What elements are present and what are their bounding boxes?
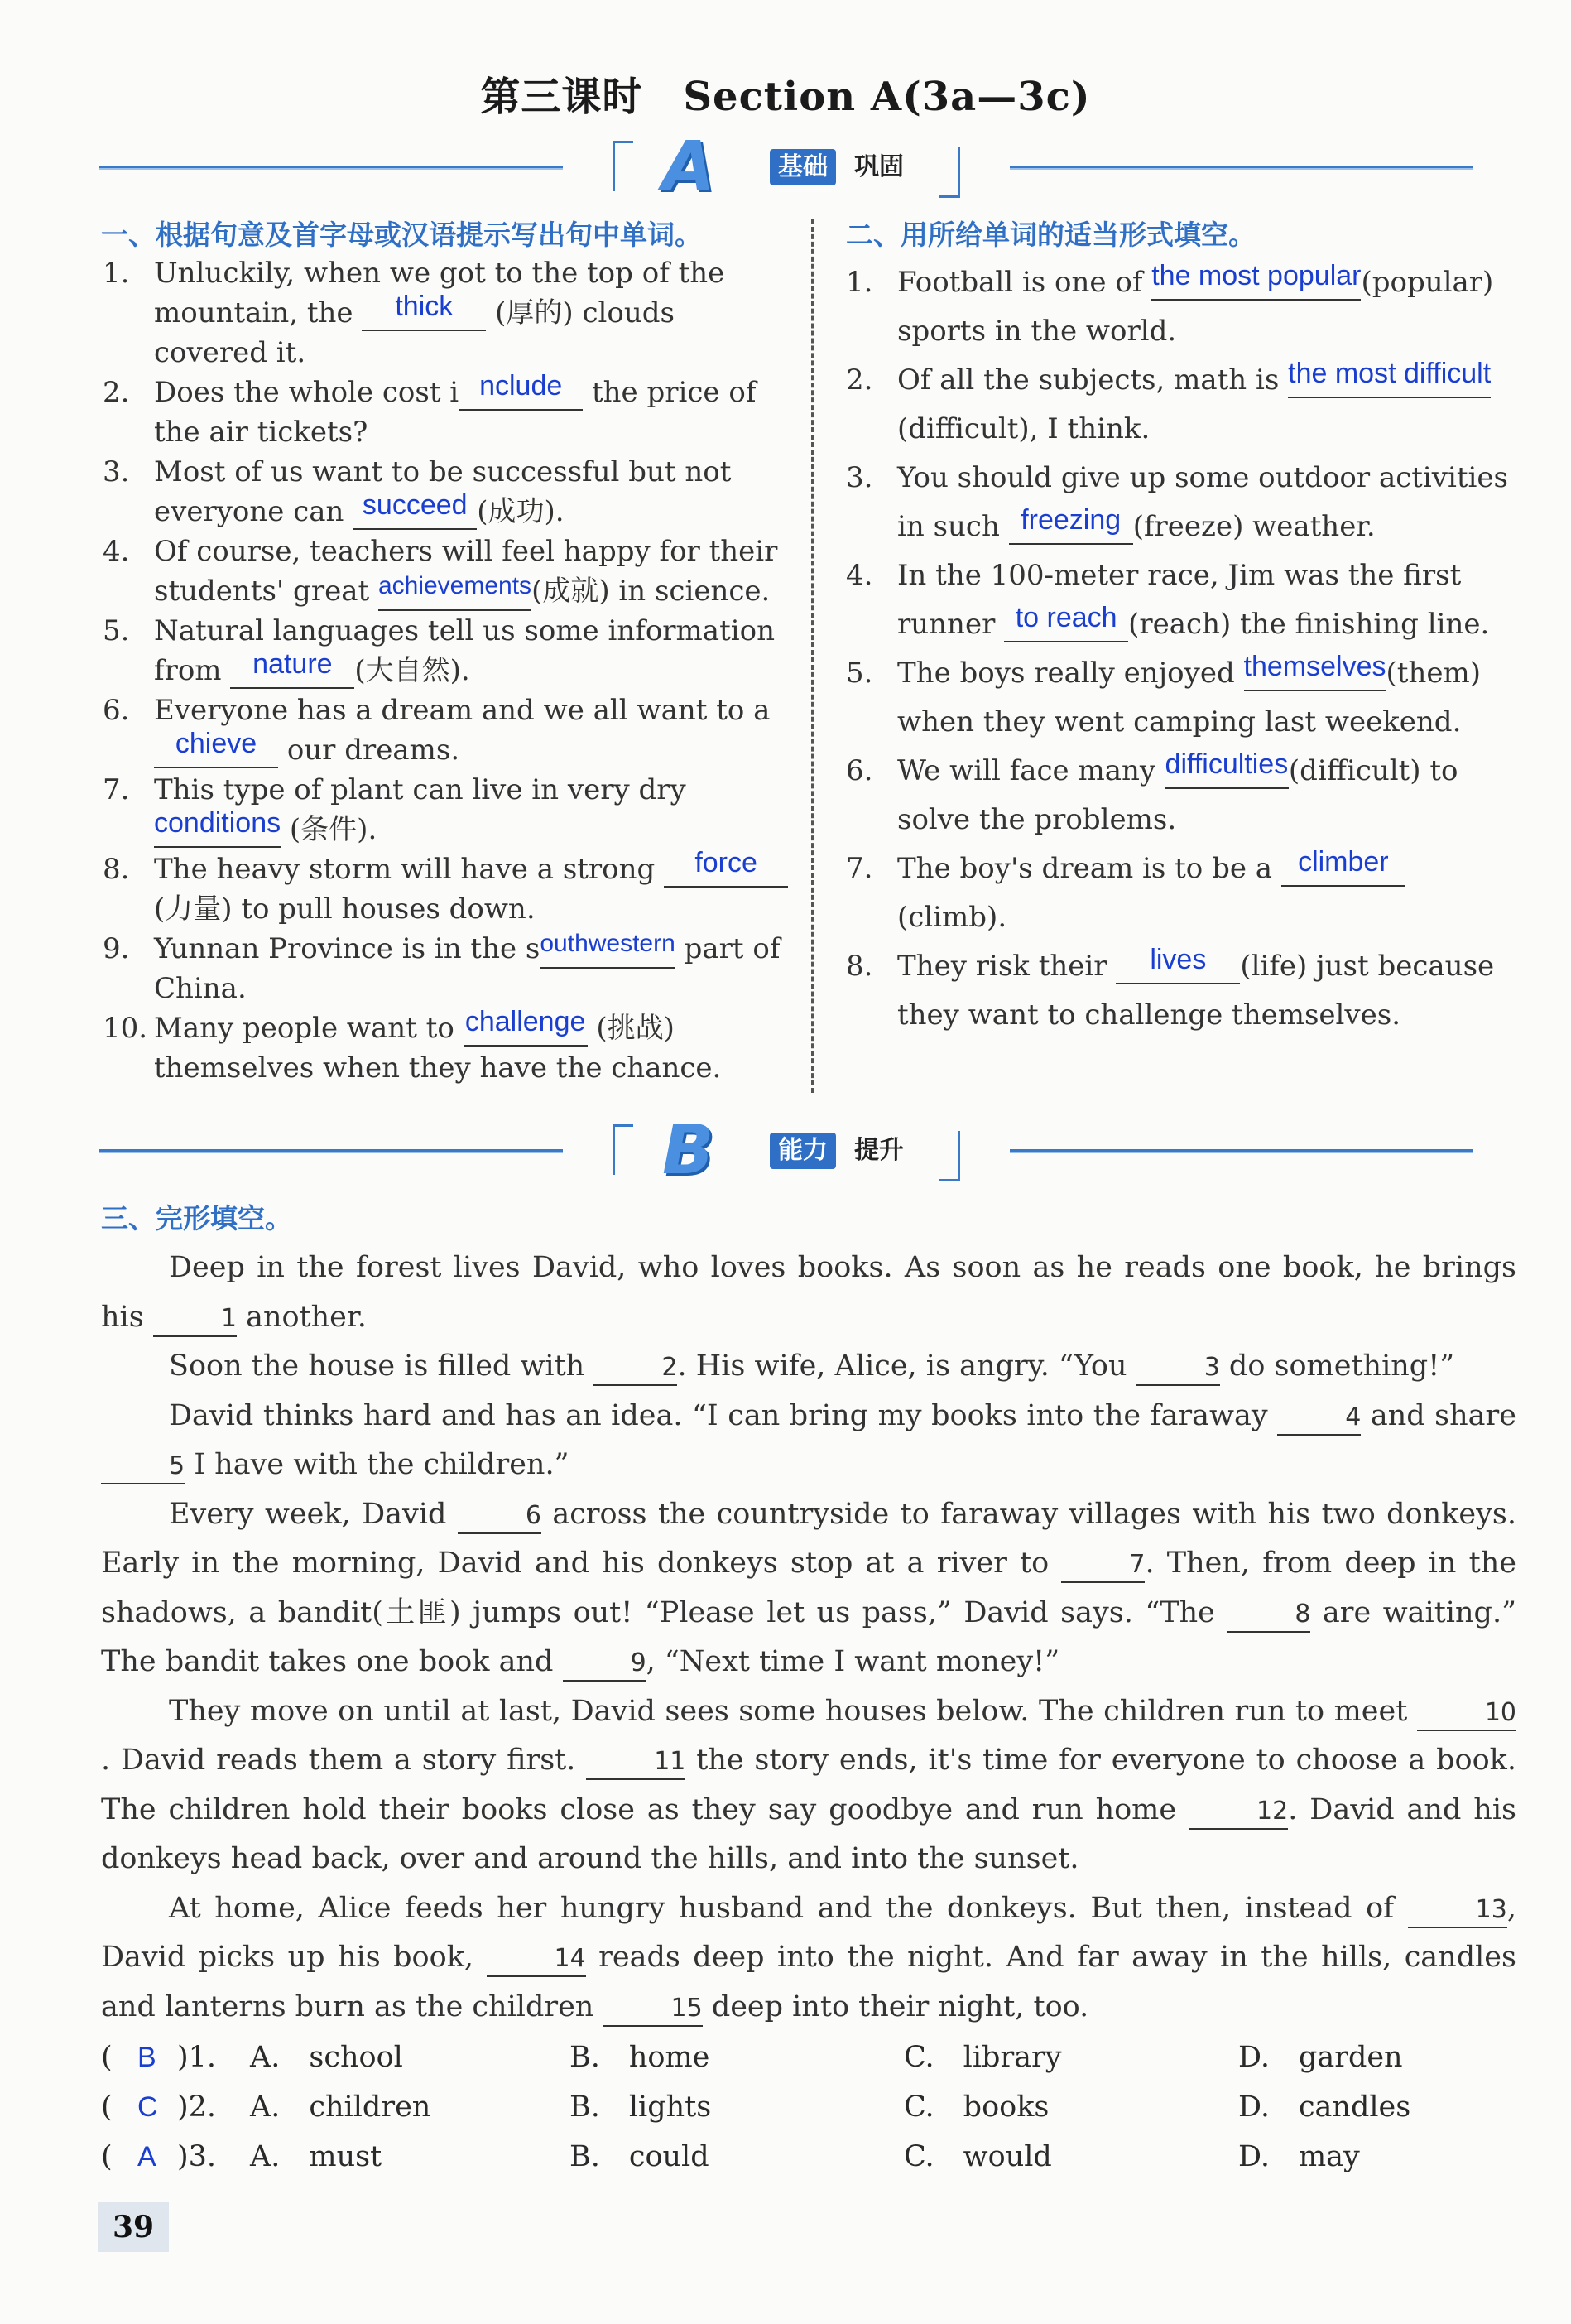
list-item: 3. You should give up some outdoor activities in such freezing (freeze) weather.: [846, 461, 1508, 543]
bracket-left-icon: [613, 141, 633, 191]
section1-list: [103, 253, 790, 1088]
banner-center: [613, 128, 960, 206]
list-item: 10. Many people want to challenge (挑战) themselves when they have the chance.: [103, 1006, 722, 1085]
choice-row: ( C )2. A. children B. lights C. books D. candles: [101, 2082, 1516, 2132]
answer-blank[interactable]: thick: [362, 296, 486, 331]
cloze-blank[interactable]: 1: [153, 1302, 237, 1337]
cloze-blank[interactable]: 6: [458, 1499, 541, 1534]
list-item: 1. Football is one of the most popular(popular) sports in the world.: [846, 260, 1494, 348]
option-a[interactable]: A. school: [250, 2041, 403, 2074]
cloze-blank[interactable]: 3: [1136, 1351, 1220, 1386]
bracket-right-icon: [939, 1131, 960, 1181]
cloze-blank[interactable]: 4: [1277, 1401, 1361, 1436]
cloze-blank[interactable]: 15: [603, 1992, 702, 2027]
answer-blank[interactable]: freezing: [1009, 510, 1133, 545]
answer-blank[interactable]: climber: [1281, 852, 1405, 887]
answer-blank[interactable]: outhwestern: [540, 932, 675, 969]
list-item: 6. We will face many difficulties(difficult) to solve the problems.: [846, 748, 1458, 836]
answer-blank[interactable]: to reach: [1004, 608, 1128, 642]
banner-center: [613, 1111, 960, 1190]
list-item: 1. Unluckily, when we got to the top of the mountain, the thick (厚的) clouds covered it.: [103, 257, 725, 369]
option-c[interactable]: C. library: [904, 2041, 1062, 2074]
choice-answer[interactable]: B: [137, 2042, 156, 2073]
list-item: 5. Natural languages tell us some information from nature (大自然).: [103, 614, 775, 687]
banner-advanced: [99, 1111, 1473, 1190]
answer-blank[interactable]: nature: [230, 654, 354, 689]
page-number: 39: [98, 2202, 169, 2252]
banner-tag-suffix: 巩固: [854, 152, 904, 181]
paragraph: Soon the house is filled with 2. His wife, Alice, is angry. “You 3 do something!”: [101, 1342, 1516, 1392]
banner-letter-b: B: [662, 1111, 714, 1190]
cloze-blank[interactable]: 8: [1227, 1598, 1310, 1633]
list-item: 7. The boy's dream is to be a climber (climb).: [846, 844, 1516, 942]
choice-list: [101, 2033, 1516, 2182]
page-title: 第三课时 Section A(3a—3c): [480, 74, 1091, 120]
answer-blank[interactable]: chieve: [154, 734, 278, 768]
choice-answer[interactable]: C: [137, 2091, 158, 2123]
cloze-blank[interactable]: 10: [1417, 1696, 1516, 1731]
answer-blank[interactable]: force: [664, 853, 788, 888]
option-c[interactable]: C. would: [904, 2140, 1052, 2173]
section2-heading: 二、用所给单词的适当形式填空。: [846, 219, 1256, 251]
banner-line-right: [1010, 1149, 1473, 1153]
answer-blank[interactable]: lives: [1116, 950, 1240, 984]
cloze-blank[interactable]: 13: [1408, 1893, 1507, 1928]
option-b[interactable]: B. home: [569, 2041, 710, 2074]
list-item: 2. Of all the subjects, math is the most difficult (difficult), I think.: [846, 358, 1492, 445]
option-d[interactable]: D. may: [1238, 2140, 1360, 2173]
banner-line-right: [1010, 166, 1473, 170]
list-item: 6. Everyone has a dream and we all want to achieve our dreams.: [103, 694, 771, 767]
choice-answer[interactable]: A: [137, 2141, 156, 2172]
list-item: 5. The boys really enjoyed themselves(them) when they went camping last weekend.: [846, 651, 1481, 739]
banner-line-left: [99, 1149, 563, 1153]
choice-row: ( B )1. A. school B. home C. library D. garden: [101, 2033, 1516, 2082]
cloze-blank[interactable]: 12: [1189, 1795, 1288, 1830]
cloze-blank[interactable]: 7: [1061, 1548, 1145, 1583]
list-item: 2. Does the whole cost i nclude the price of the air tickets?: [103, 370, 757, 449]
answer-blank[interactable]: succeed: [353, 495, 477, 530]
section1-heading: 一、根据句意及首字母或汉语提示写出句中单词。: [101, 219, 702, 251]
answer-blank[interactable]: the most popular: [1151, 266, 1361, 301]
list-item: 8. The heavy storm will have a strong force (力量) to pull houses down.: [103, 849, 790, 929]
paragraph: Deep in the forest lives David, who loves books. As soon as he reads one book, he brings his 1 another.: [101, 1244, 1516, 1342]
option-b[interactable]: B. lights: [569, 2091, 712, 2124]
paragraph: They move on until at last, David sees some houses below. The children run to meet 10. David reads them a story first. 11 the story ends, it's time for everyone to choose a book. The children hold their books close as they say goodbye and run home 12. David and his donkeys head back, over and around the hills, and into the sunset.: [101, 1694, 1517, 1875]
option-a[interactable]: A. children: [250, 2091, 431, 2124]
answer-blank[interactable]: conditions: [154, 813, 281, 848]
banner-line-left: [99, 166, 563, 170]
section3-heading: 三、完形填空。: [101, 1202, 292, 1234]
answer-blank[interactable]: achievements: [378, 575, 531, 611]
option-c[interactable]: C. books: [904, 2091, 1050, 2124]
list-item: 3. Most of us want to be successful but not everyone can succeed (成功).: [103, 455, 732, 528]
answer-blank[interactable]: challenge: [464, 1012, 588, 1047]
option-d[interactable]: D. garden: [1238, 2041, 1403, 2074]
answer-blank[interactable]: the most difficult: [1288, 363, 1491, 398]
cloze-blank[interactable]: 9: [563, 1647, 646, 1682]
cloze-blank[interactable]: 14: [487, 1942, 586, 1977]
paragraph: Every week, David 6 across the countryside to faraway villages with his two donkeys. Early in the morning, David and his donkeys stop at a river to 7. Then, from deep in the shadows, a bandit(土匪) jumps out! “Please let us pass,” David says. “The 8 are waiting.” The bandit takes one book and 9, “Next time I want money!”: [101, 1490, 1516, 1687]
banner-tag: 能力: [770, 1133, 836, 1169]
paragraph: David thinks hard and has an idea. “I can bring my books into the faraway 4 and share 5 I have with the children.”: [101, 1392, 1516, 1490]
list-item: 9. Yunnan Province is in the southwestern part of China.: [103, 930, 781, 1005]
section2-list: [846, 258, 1516, 1040]
answer-blank[interactable]: difficulties: [1165, 754, 1289, 789]
list-item: 8. They risk their lives (life) just because they want to challenge themselves.: [846, 944, 1495, 1032]
list-item: 4. Of course, teachers will feel happy for their students' great achievements(成就) in science.: [103, 532, 790, 611]
choice-row: ( A )3. A. must B. could C. would D. may: [101, 2132, 1516, 2182]
option-d[interactable]: D. candles: [1238, 2091, 1411, 2124]
banner-tag: 基础: [770, 149, 836, 185]
paragraph: At home, Alice feeds her hungry husband and the donkeys. But then, instead of 13, David picks up his book, 14 reads deep into the night. And far away in the hills, candles and lanterns burn as the children 15 deep into their night, too.: [101, 1884, 1516, 2033]
answer-blank[interactable]: themselves: [1244, 657, 1386, 691]
cloze-blank[interactable]: 5: [101, 1450, 185, 1484]
banner-basic: [99, 128, 1473, 206]
option-a[interactable]: A. must: [250, 2140, 382, 2173]
list-item: 7. This type of plant can live in very dry conditions (条件).: [103, 773, 686, 846]
bracket-right-icon: [939, 147, 960, 198]
bracket-left-icon: [613, 1124, 633, 1175]
answer-blank[interactable]: nclude: [459, 376, 583, 411]
option-b[interactable]: B. could: [569, 2140, 709, 2173]
cloze-blank[interactable]: 11: [586, 1745, 685, 1780]
cloze-blank[interactable]: 2: [593, 1351, 677, 1386]
banner-letter-a: A: [662, 128, 715, 206]
cloze-passage: [101, 1244, 1516, 2032]
banner-tag-suffix: 提升: [854, 1136, 904, 1165]
list-item: 4. In the 100-meter race, Jim was the first runner to reach (reach) the finishing line.: [846, 559, 1490, 641]
column-divider: [811, 219, 814, 1093]
